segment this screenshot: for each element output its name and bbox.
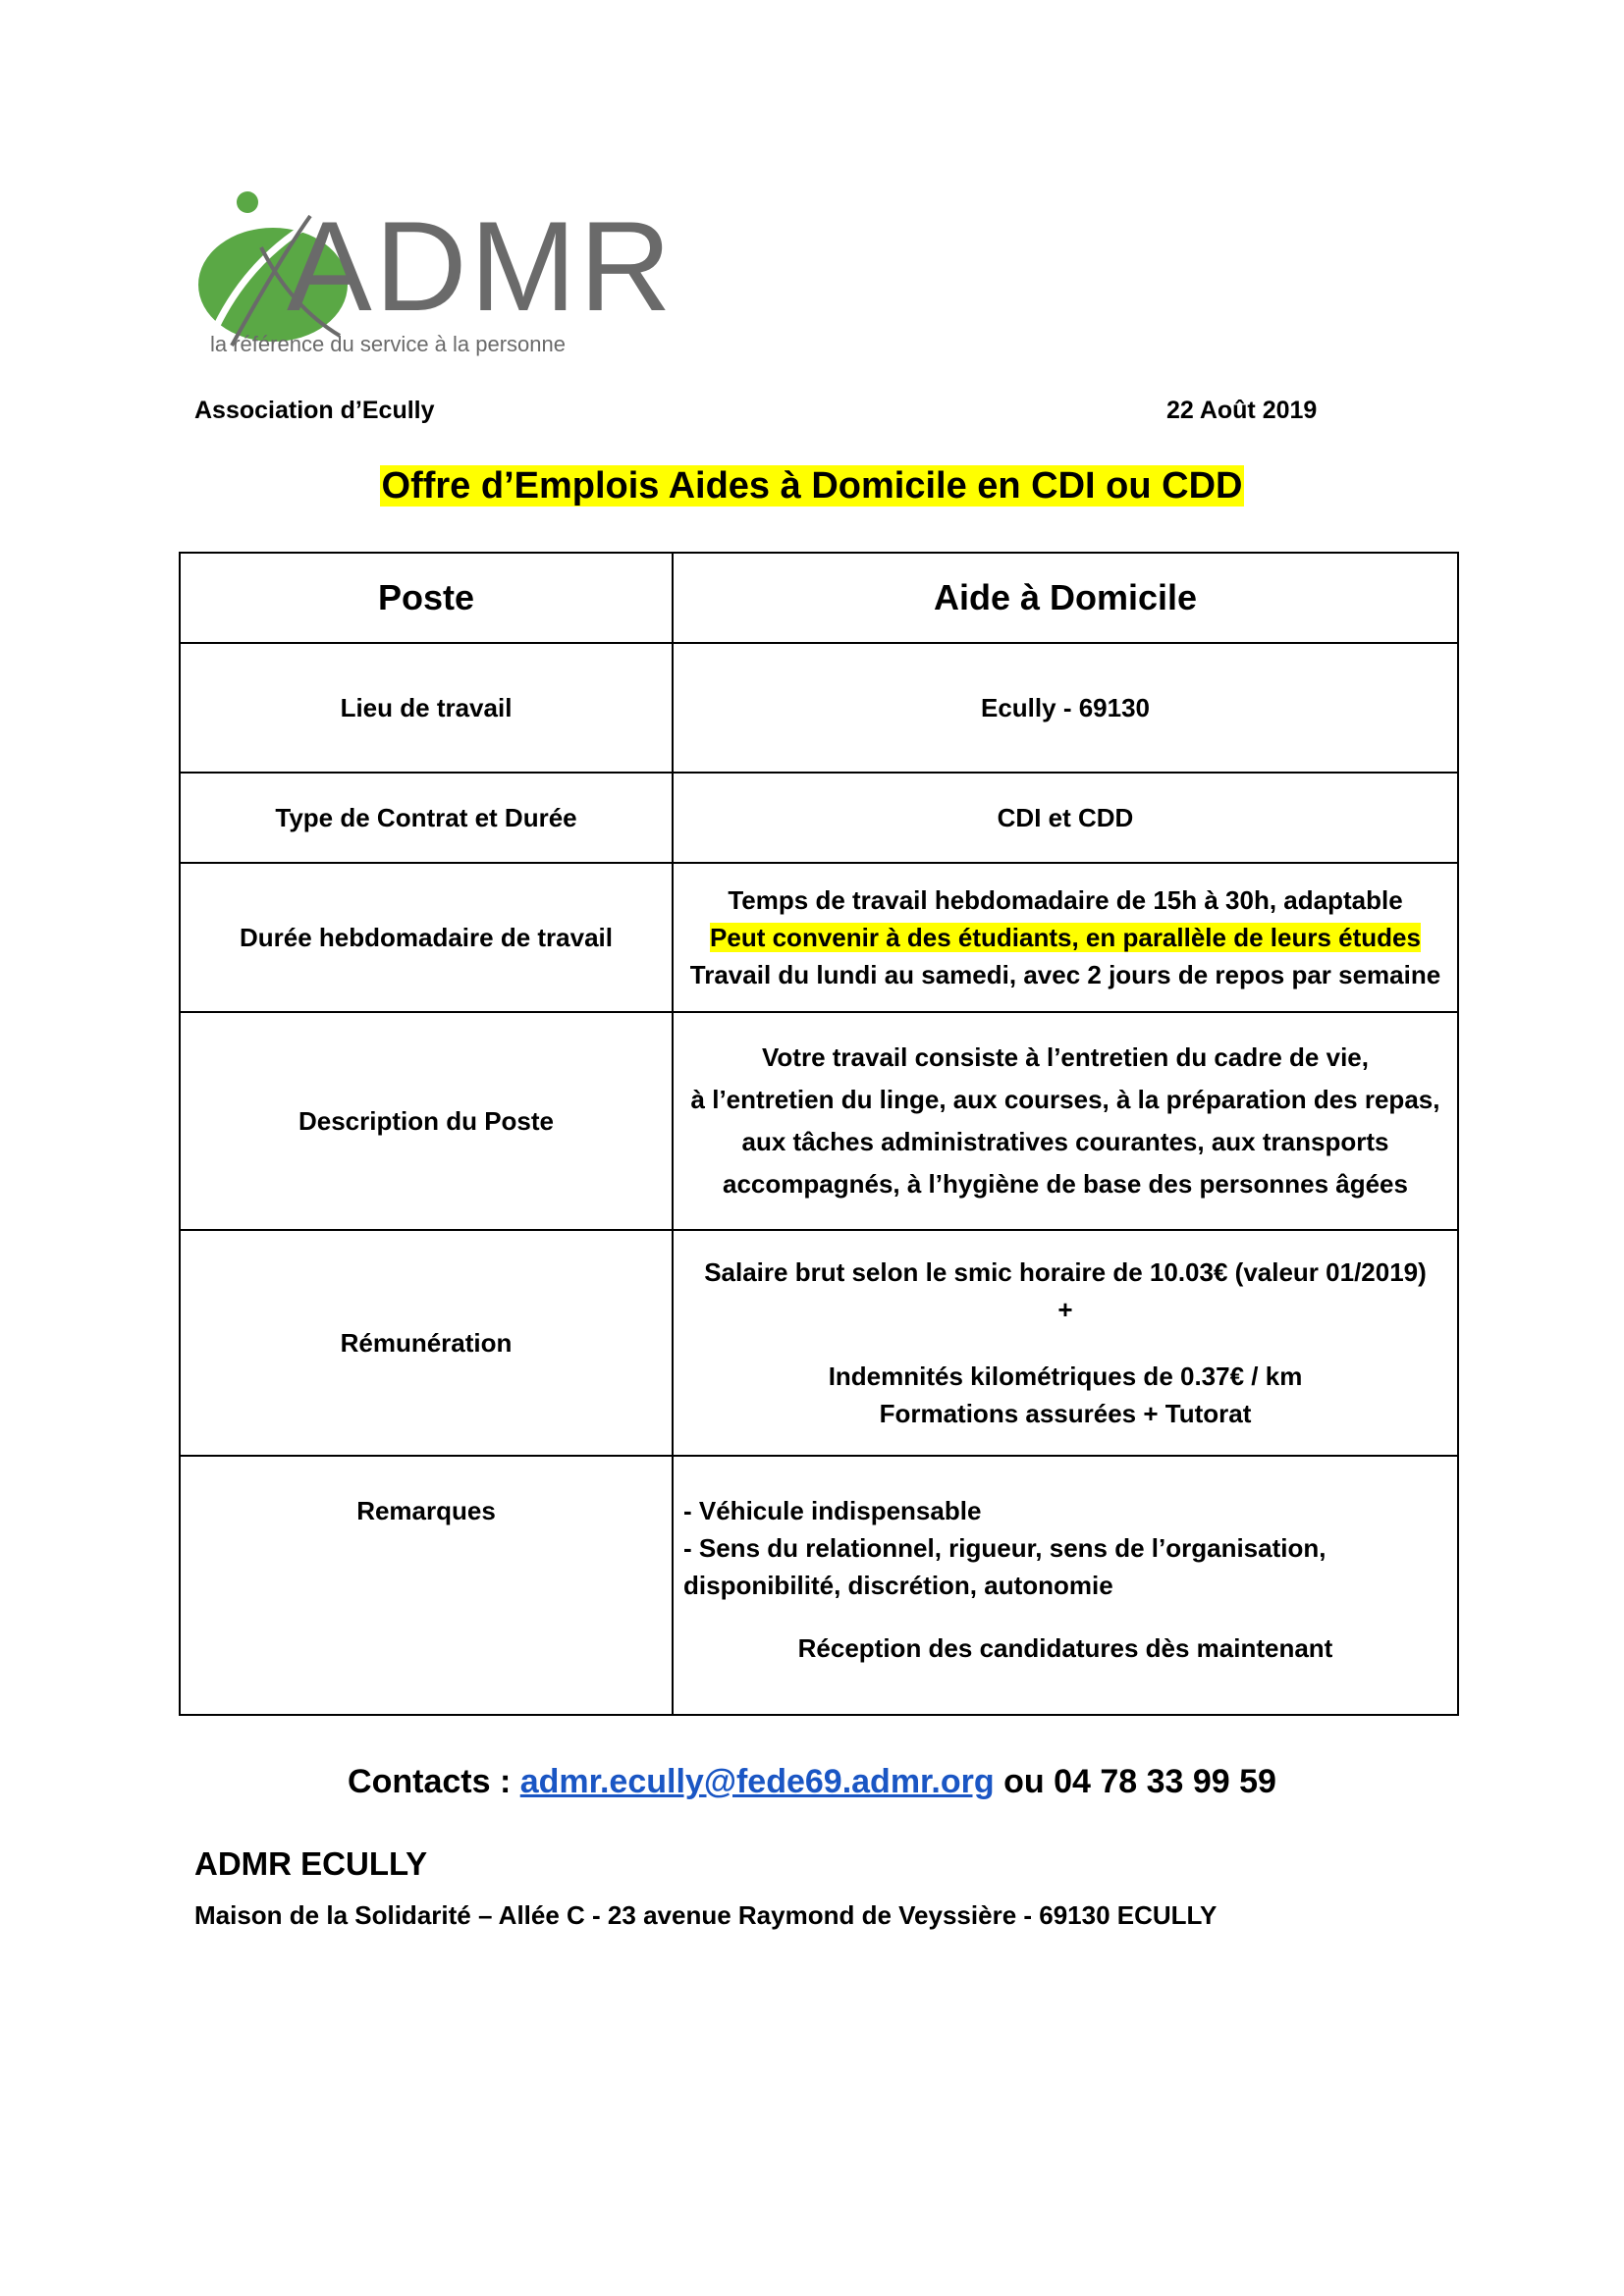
row-label: Description du Poste [180,1012,673,1230]
row-label: Rémunération [180,1230,673,1456]
row-value [673,863,1458,1012]
value-line: Formations assurées + Tutorat [879,1399,1252,1428]
row-label: Remarques [180,1456,673,1715]
association-name: Association d’Ecully [194,397,435,424]
contacts-line [0,1763,1624,1801]
admr-logo [192,188,675,365]
value-line: Indemnités kilométriques de 0.37€ / km [828,1362,1303,1391]
value-line: Temps de travail hebdomadaire de 15h à 30h, adaptable [728,885,1403,915]
value-line: - Sens du relationnel, rigueur, sens de l’organisation, [683,1533,1326,1563]
contacts-label: Contacts : [348,1763,520,1800]
row-value [673,1230,1458,1456]
row-contrat [180,773,1458,863]
row-value [673,1456,1458,1715]
value-line: aux tâches administratives courantes, aux transports [741,1127,1389,1156]
spacer [679,1328,1451,1358]
row-value: Ecully - 69130 [673,643,1458,773]
job-table [179,552,1459,1716]
row-label: Type de Contrat et Durée [180,773,673,863]
logo-tagline: la référence du service à la personne [210,332,566,356]
row-remuneration [180,1230,1458,1456]
organization-address: Maison de la Solidarité – Allée C - 23 avenue Raymond de Veyssière - 69130 ECULLY [194,1900,1218,1930]
contacts-separator: ou [994,1763,1055,1800]
value-line: disponibilité, discrétion, autonomie [683,1571,1113,1600]
row-value [673,1012,1458,1230]
row-lieu [180,643,1458,773]
row-value: CDI et CDD [673,773,1458,863]
contact-phone: 04 78 33 99 59 [1054,1763,1276,1800]
value-line-highlight [679,919,1451,956]
title-container [0,465,1624,507]
logo-wordmark: ADMR [287,194,675,338]
value-line: accompagnés, à l’hygiène de base des personnes âgées [723,1169,1408,1199]
table-header-row [180,553,1458,643]
row-description [180,1012,1458,1230]
row-duree [180,863,1458,1012]
row-remarques [180,1456,1458,1715]
value-line: à l’entretien du linge, aux courses, à la préparation des repas, [690,1085,1440,1114]
row-label: Durée hebdomadaire de travail [180,863,673,1012]
row-label: Lieu de travail [180,643,673,773]
value-line: - Véhicule indispensable [683,1496,982,1525]
header-value: Aide à Domicile [673,553,1458,643]
page-title: Offre d’Emplois Aides à Domicile en CDI ou CDD [381,465,1243,507]
value-line: Travail du lundi au samedi, avec 2 jours de repos par semaine [689,960,1441,989]
header-label: Poste [180,553,673,643]
organization-name: ADMR ECULLY [194,1845,428,1882]
document-date: 22 Août 2019 [1166,397,1318,424]
value-line: Salaire brut selon le smic horaire de 10.03€ (valeur 01/2019) [704,1257,1427,1287]
value-line: + [1057,1295,1073,1324]
highlighted-text: Peut convenir à des étudiants, en parallèle de leurs études [710,923,1421,952]
value-line: Votre travail consiste à l’entretien du cadre de vie, [762,1042,1369,1072]
remarks-footer: Réception des candidatures dès maintenant [797,1633,1333,1663]
contact-email-link[interactable]: admr.ecully@fede69.admr.org [519,1763,995,1800]
